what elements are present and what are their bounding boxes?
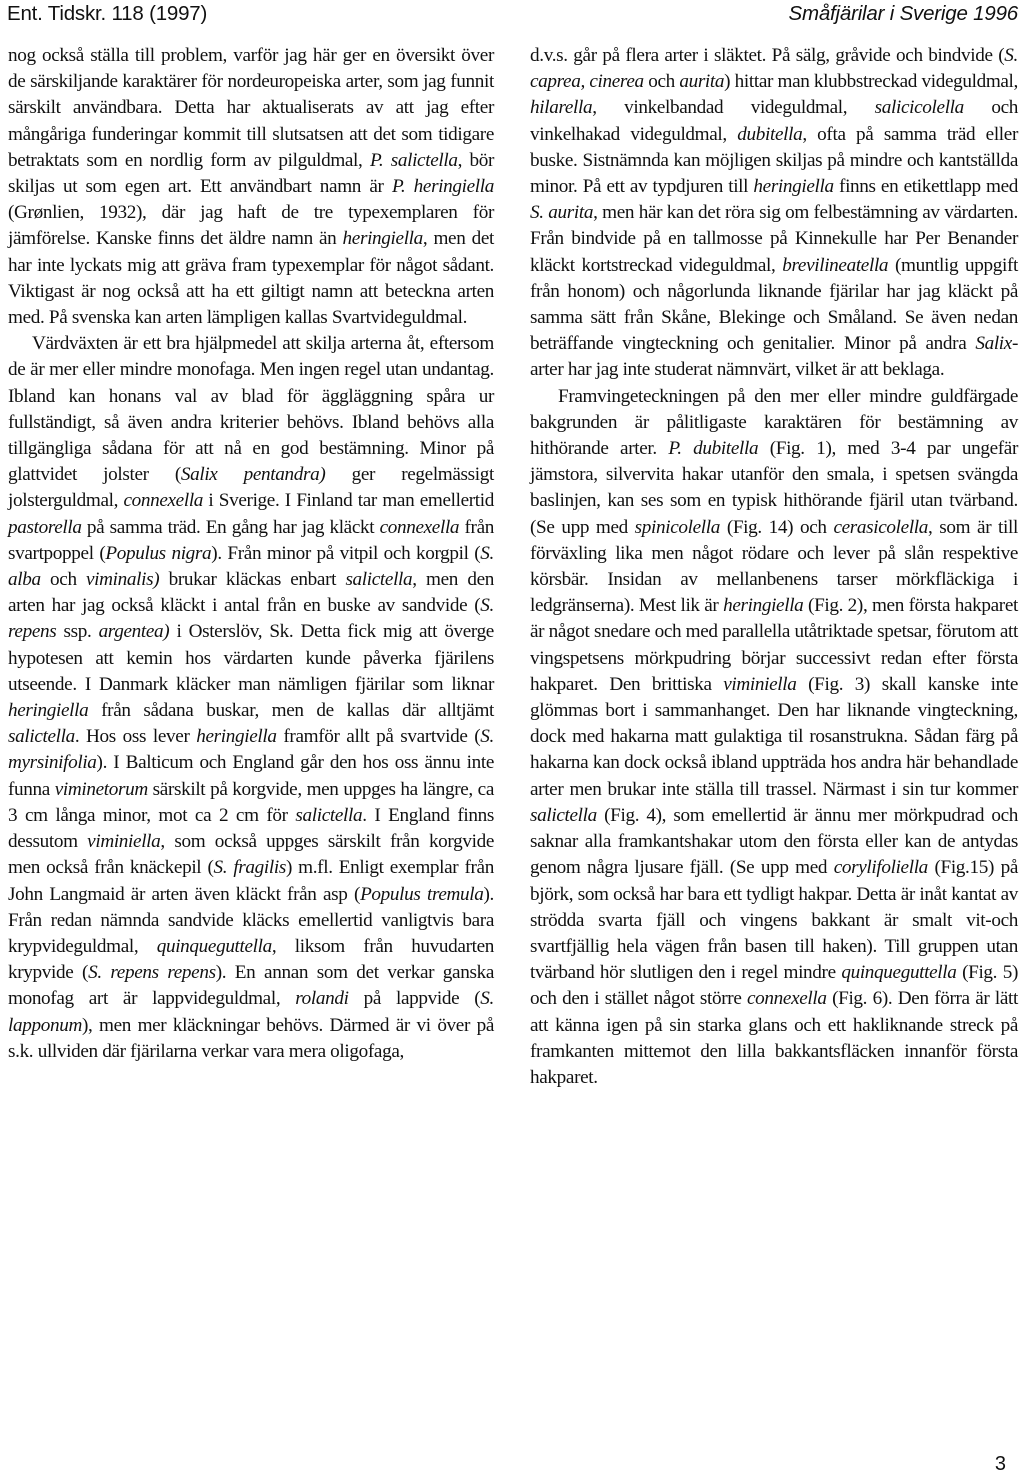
taxon-name: salictella — [295, 804, 363, 826]
taxon-name: Salix — [975, 333, 1012, 355]
taxon-name: argentea) — [98, 621, 170, 643]
taxon-name: cerasicolella — [833, 516, 929, 538]
taxon-name: viminalis) — [86, 569, 160, 591]
taxon-name: connexella — [747, 988, 827, 1010]
taxon-name: quinqueguttella — [841, 962, 957, 984]
page-number: 3 — [994, 1453, 1006, 1475]
taxon-name: P. salictella — [369, 149, 458, 171]
taxon-name: heringiella — [723, 595, 804, 617]
taxon-name: salicicolella — [874, 97, 964, 119]
taxon-name: salictella — [345, 569, 413, 591]
taxon-name: S. alba — [8, 542, 494, 591]
taxon-name: heringiella — [196, 726, 277, 748]
running-header-journal: Ent. Tidskr. 118 (1997) — [7, 2, 208, 25]
right-paragraph-1: d.v.s. går på flera arter i släktet. På sälg, gråvide och bindvide (S. caprea, cinerea och aurita) hittar man klubbstreckad videguldmal, hilarella, vinkelbandad videguldmal, salicicolella och vinkelhakad videguldmal, dubitella, ofta på samma träd eller buske. Sistnämnda kan möjligen skiljas på mindre och kantställda minor. På ett av typdjuren till heringiella finns en etikettlapp med S. aurita, men här kan det röra sig om felbestämning av värdarten. Från bindvide på en tallmosse på Kinnekulle har Per Benander kläckt kortstreckad videguldmal, brevilineatella (muntlig uppgift från honom) och någorlunda liknande fjärilar har jag kläckt på samma sätt från Skåne, Blekinge och Småland. Se även nedan beträffande vingteckning och genitalier. Minor på andra Salix-arter har jag inte studerat nämnvärt, vilket är att beklaga. — [530, 45, 1018, 381]
taxon-name: Populus nigra — [105, 542, 212, 564]
taxon-name: S. myrsinifolia — [8, 726, 494, 774]
taxon-name: Salix pentandra) — [180, 464, 326, 486]
taxon-name: S. repens repens — [88, 962, 216, 984]
taxon-name: quinqueguttella — [156, 935, 272, 957]
taxon-name: heringiella — [8, 700, 89, 722]
taxon-name: connexella — [123, 490, 204, 512]
taxon-name: P. heringiella — [391, 176, 495, 198]
taxon-name: brevilineatella — [782, 254, 889, 276]
taxon-name: rolandi — [295, 988, 349, 1010]
taxon-name: salictella — [8, 726, 75, 748]
taxon-name: aurita — [679, 71, 725, 93]
taxon-name: S. caprea, cinerea — [530, 45, 1018, 93]
right-paragraph-2: Framvingeteckningen på den mer eller mindre guldfärgade bakgrunden är pålitligaste karaktären för bestämning av hithörande arter. P. dubitella (Fig. 1), med 3-4 par ungefär jämstora, silvervita hakar utanför den smala, i spetsen svängda baslinjen, kan ses som en typisk hithörande fjäril utan tvärband. (Se upp med spinicolella (Fig. 14) och cerasicolella, som är till förväxling lika men något rödare och lever på slån respektive körsbär. Insidan av mellanbenens tarser mörkfläckiga i ledgränserna). Mest lik är heringiella (Fig. 2), men första hakparet är något snedare och med parallella utåtriktade spetsar, förutom att vingspetsens mörkpudring börjar successivt redan efter första hakparet. Den brittiska viminiella (Fig. 3) skall kanske inte glömmas bort i sammanhanget. Den har liknande vingteckning, dock med hakarna matt gulaktiga til rosanstrukna. Sådan färg på hakarna kan dock också ibland uppträda hos andra här behandlade arter men brukar inte ställa till trassel. Närmast i sin tur kommer salictella (Fig. 4), som emellertid är ännu mer mörkpudrad och saknar alla framkantshakar utom den första eller kan de antydas genom några ljusare fjäll. (Se upp med corylifoliella (Fig.15) på björk, som också har bara ett tydligt hakpar. Detta är inåt kantat av strödda svarta fjäll och vingens bakkant är smalt vit-och svartfjällig hela vägen från basen till haken). Till gruppen utan tvärband hör slutligen den i regel mindre quinqueguttella (Fig. 5) och den i stället något större connexella (Fig. 6). Den förra är lätt att känna igen på sin starka glans och ett hakliknande streck på framkanten mittemot den lilla bakkantsfläcken innanför första hakparet. — [530, 385, 1018, 1088]
left-paragraph-2: Värdväxten är ett bra hjälpmedel att skilja arterna åt, eftersom de är mer eller mindre monofaga. Men ingen regel utan undantag. Ibland kan honans val av blad för äggläggning spåra ur fullständigt, så även andra kriterier behövs. Ibland behövs alla tillgängliga sådana för att nå en god bestämning. Minor på glattvidet jolster (Salix pentandra) ger regelmässigt jolsterguldmal, connexella i Sverige. I Finland tar man emellertid pastorella på samma träd. En gång har jag kläckt connexella från svartpoppel (Populus nigra). Från minor på vitpil och korgpil (S. alba och viminalis) brukar kläckas enbart salictella, men den arten har jag också kläckt i antal från en buske av sandvide (S. repens ssp. argentea) i Osterslöv, Sk. Detta fick mig att överge hypotesen att kemin hos värdarten kunde påverka fjärilens utseende. I Danmark kläcker man nämligen fjärilar som liknar heringiella från sådana buskar, men de kallas där alltjämt salictella. Hos oss lever heringiella framför allt på svartvide (S. myrsinifolia). I Balticum och England går den hos oss ännu inte funna viminetorum särskilt på korgvide, men uppges ha längre, ca 3 cm långa minor, mot ca 2 cm för salictella. I England finns dessutom viminiella, som också uppges särskilt från korgvide men också från knäckepil (S. fragilis) m.fl. Enligt exemplar från John Langmaid är arten även kläckt från asp (Populus tremula). Från redan nämnda sandvide kläcks emellertid vanligtvis bara krypvideguldmal, quinqueguttella, liksom från huvudarten krypvide (S. repens repens). En annan som det verkar ganska monofag art är lappvideguldmal, rolandi på lappvide (S. lapponum), men mer kläckningar behövs. Därmed är vi över på s.k. ullviden där fjärilarna verkar vara mera oligofaga, — [8, 333, 495, 1062]
running-header-title: Småfjärilar i Sverige 1996 — [788, 2, 1018, 25]
taxon-name: viminiella — [87, 831, 161, 853]
taxon-name: corylifoliella — [833, 857, 928, 879]
taxon-name: viminiella — [723, 673, 797, 695]
taxon-name: dubitella — [737, 123, 803, 145]
taxon-name: P. dubitella — [668, 438, 759, 460]
taxon-name: S. repens — [8, 595, 494, 643]
taxon-name: heringiella — [753, 176, 834, 198]
taxon-name: Populus tremula — [360, 883, 484, 905]
left-column — [8, 43, 494, 1065]
taxon-name: connexella — [379, 516, 460, 538]
left-paragraph-1: nog också ställa till problem, varför jag här ger en översikt över de särskiljande karaktärer för nordeuropeiska arter, som jag funnit särskilt användbara. Detta har aktualiserats av att jag efter mångåriga funderingar kommit till slutsatsen att det som tidigare betraktats som en nordlig form av pilguldmal, P. salictella, bör skiljas ut som egen art. Ett användbart namn är P. heringiella (Grønlien, 1932), där jag haft de tre typexemplaren för jämförelse. Kanske finns det äldre namn än heringiella, men det har inte lyckats mig att gräva fram typexemplar för något sådant. Viktigast är nog också att ha ett giltigt namn att beteckna arten med. På svenska kan arten lämpligen kallas Svartvideguldmal. — [8, 45, 495, 329]
taxon-name: spinicolella — [634, 516, 721, 538]
taxon-name: S. lapponum — [8, 988, 494, 1036]
taxon-name: hilarella — [530, 97, 593, 119]
taxon-name: heringiella — [342, 228, 423, 250]
right-column — [530, 43, 1018, 1091]
taxon-name: salictella — [530, 804, 597, 826]
taxon-name: pastorella — [8, 516, 82, 538]
taxon-name: S. fragilis — [213, 857, 286, 879]
taxon-name: S. aurita — [530, 202, 594, 224]
taxon-name: viminetorum — [54, 778, 148, 800]
